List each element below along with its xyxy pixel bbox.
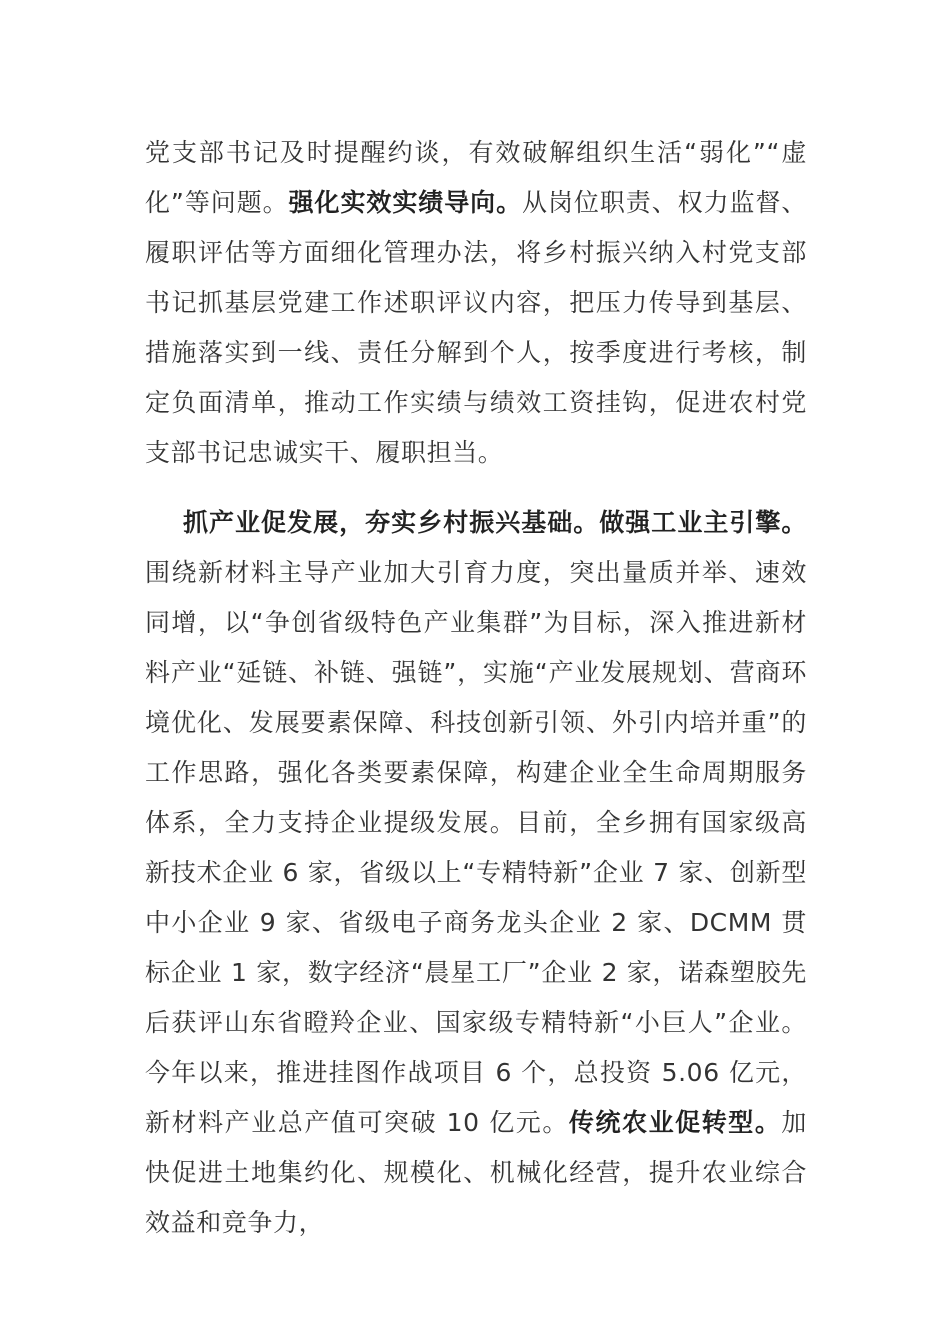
paragraph-text: 围绕新材料主导产业加大引育力度，突出量质并举、速效同增，以“争创省级特色产业集群”为目标，深入推进新材料产业“延链、补链、强链”，实施“产业发展规划、营商环境优化、发展要素保障、科技创新引领、外引内培并重”的工作思路，强化各类要素保障，构建企业全生命周期服务体系，全力支持企业提级发展。目前，全乡拥有国家级高新技术企业 6 家，省级以上“专精特新”企业 7 家、创新型中小企业 9 家、省级电子商务龙头企业 2 家、DCMM 贯标企业 1 家，数字经济“晨星工厂”企业 2 家，诺森塑胶先后获评山东省瞪羚企业、国家级专精特新“小巨人”企业。今年以来，推进挂图作战项目 6 个，总投资 5.06 亿元，新材料产业总产值可突破 10 亿元。: [145, 558, 807, 1137]
paragraph-text: 党支部书记及时提醒约谈，有效破解组织生活“弱化”“虚化”等问题。: [145, 138, 807, 217]
paragraph-party-secretary-management: [145, 128, 807, 478]
bold-heading-results-orientation: 强化实效实绩导向。: [288, 188, 523, 217]
paragraph-text: 从岗位职责、权力监督、履职评估等方面细化管理办法，将乡村振兴纳入村党支部书记抓基层党建工作述职评议内容，把压力传导到基层、措施落实到一线、责任分解到个人，按季度进行考核，制定负面清单，推动工作实绩与绩效工资挂钩，促进农村党支部书记忠诚实干、履职担当。: [145, 188, 807, 467]
bold-heading-industry: 抓产业促发展，夯实乡村振兴基础。做强工业主引擎。: [183, 508, 807, 537]
bold-heading-agriculture-transformation: 传统农业促转型。: [568, 1108, 782, 1137]
paragraph-industry-development: [145, 498, 807, 1248]
paragraph-text: 加快促进土地集约化、规模化、机械化经营，提升农业综合效益和竞争力，: [145, 1108, 807, 1237]
document-body: [145, 128, 807, 1248]
